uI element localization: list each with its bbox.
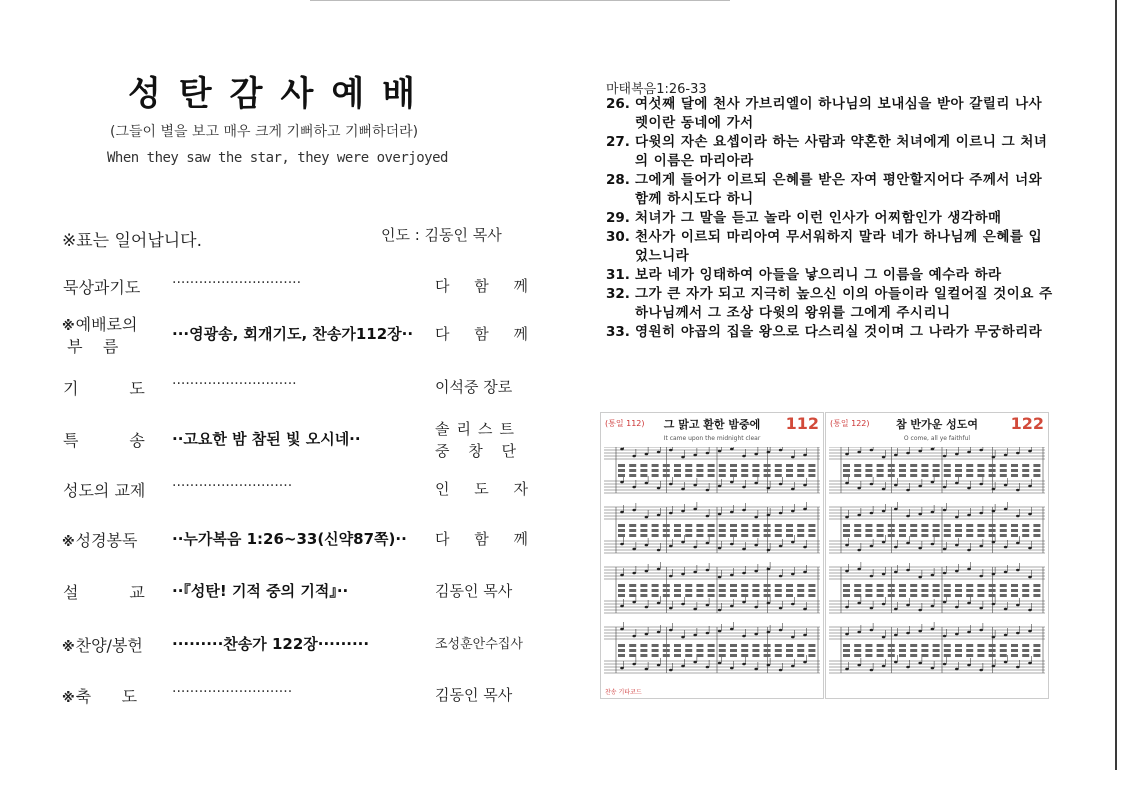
- music-system: [829, 502, 1045, 553]
- verse-item: [606, 171, 1054, 209]
- verse-number: 28.: [606, 172, 630, 188]
- order-row: [62, 368, 532, 408]
- hymn-tag: (통일 122): [830, 419, 870, 428]
- order-name: [62, 275, 140, 298]
- order-detail: ···························: [172, 684, 293, 700]
- hymn-english-title: O come, all ye faithful: [903, 435, 971, 442]
- hymn-english-title: It came upon the midnight clear: [663, 435, 761, 442]
- order-row: [62, 315, 539, 356]
- verse-text: 영원히 야곱의 집을 왕으로 다스리실 것이며 그 나라가 무궁하리라: [635, 324, 1043, 340]
- music-system: [604, 447, 820, 493]
- verse-item: [606, 95, 1054, 133]
- order-leader: 김동인 목사: [435, 582, 513, 600]
- hymn-title: 그 맑고 환한 밤중에: [663, 418, 761, 431]
- order-name-text: 특 송: [63, 431, 145, 450]
- verse-text: 다윗의 자손 요셉이라 하는 사람과 약혼한 처녀에게 이르니 그 처녀의 이름은 마리아라: [635, 134, 1048, 169]
- hymn-sheet-122: [825, 412, 1049, 699]
- verse-text: 여섯째 달에 천사 가브리엘이 하나님의 보내심을 받아 갈릴리 나사렛이란 동네에 가서: [635, 96, 1043, 131]
- stand-note: ※표는 일어납니다.: [62, 231, 203, 251]
- hymn-title: 참 반가운 성도여: [895, 418, 979, 431]
- order-detail: ··『성탄! 기적 중의 기적』··: [172, 582, 349, 600]
- page-title: 성탄감사예배: [127, 74, 434, 114]
- verse-list: [606, 95, 1054, 342]
- order-row: [62, 625, 532, 665]
- verse-item: [606, 266, 1054, 285]
- hymn-header: [605, 416, 819, 436]
- verse-number: 33.: [606, 324, 630, 340]
- order-name-text: 축 도: [75, 687, 138, 706]
- right-edge-line: [1115, 0, 1117, 770]
- verse-number: 26.: [606, 96, 630, 112]
- scripture-reference: 마태복음1:26-33: [606, 82, 707, 97]
- order-leader: 김동인 목사: [435, 686, 513, 704]
- order-leader: 인 도 자: [435, 480, 539, 498]
- order-name-text: 성도의 교제: [63, 481, 146, 500]
- order-name: [62, 428, 145, 451]
- order-name-text: 찬양/봉헌: [75, 636, 143, 655]
- verse-text: 그가 큰 자가 되고 지극히 높으신 이의 아들이라 일컬어질 것이요 주 하나님께서 그 조상 다윗의 왕위를 그에게 주시리니: [635, 286, 1053, 321]
- order-row: [62, 676, 532, 716]
- order-name: [62, 315, 137, 357]
- order-name-text: 묵상과기도: [63, 278, 141, 297]
- subtitle-korean: (그들이 별을 보고 매우 크게 기뻐하고 기뻐하더라): [110, 124, 419, 140]
- stand-mark: ※: [62, 319, 75, 334]
- order-row: [62, 520, 539, 560]
- music-system: [829, 562, 1045, 613]
- subtitle-english: When they saw the star, they were overjoyed: [107, 150, 448, 166]
- order-name-text: 설 교: [63, 583, 145, 602]
- order-leader: 다 함 께: [435, 325, 539, 343]
- music-staff-graphic: [604, 447, 820, 687]
- music-system: [604, 562, 820, 613]
- hymn-number: 112: [785, 414, 819, 433]
- order-detail: ·········찬송가 122장·········: [172, 635, 370, 653]
- order-leader: 다 함 께: [435, 530, 539, 548]
- verse-number: 30.: [606, 229, 630, 245]
- verse-text: 천사가 이르되 마리아여 무서워하지 말라 네가 하나님께 은혜를 입었느니라: [635, 229, 1043, 264]
- hymn-sheet-112: [600, 412, 824, 699]
- top-edge-line: [310, 0, 730, 1]
- verse-number: 31.: [606, 267, 630, 283]
- hymn-number: 122: [1010, 414, 1044, 433]
- order-name-text: 성경봉독: [75, 531, 138, 550]
- verse-text: 보라 네가 잉태하여 아들을 낳으리니 그 이름을 예수라 하라: [635, 267, 1002, 283]
- order-leader: 이석중 장로: [435, 378, 513, 396]
- order-leader: 다 함 께: [435, 277, 539, 295]
- order-name: [62, 376, 145, 399]
- verse-number: 27.: [606, 134, 630, 150]
- order-detail: ····························: [172, 376, 297, 392]
- music-system: [829, 447, 1045, 493]
- hymn-tag: (통일 112): [605, 419, 645, 428]
- order-row: [62, 267, 539, 307]
- order-name: [62, 633, 143, 656]
- order-detail: ···························: [172, 478, 293, 494]
- stand-mark: ※: [62, 535, 75, 550]
- verse-item: [606, 133, 1054, 171]
- order-row: [62, 470, 539, 510]
- music-system: [604, 502, 820, 553]
- order-name: [62, 478, 145, 501]
- stand-mark: ※: [62, 691, 75, 706]
- verse-item: [606, 285, 1054, 323]
- worship-leader: 인도 : 김동인 목사: [381, 226, 502, 244]
- verse-item: [606, 323, 1054, 342]
- order-name-text: 예배로의 부 름: [67, 315, 138, 356]
- music-staff-graphic: [829, 447, 1045, 687]
- verse-text: 그에게 들어가 이르되 은혜를 받은 자여 평안할지어다 주께서 너와 함께 하시도다 하니: [635, 172, 1043, 207]
- order-name: [62, 580, 145, 603]
- hymn-footer: 찬송 기타코드: [605, 689, 642, 696]
- order-row: [62, 572, 532, 612]
- order-leader: 조성훈안수집사: [435, 637, 523, 652]
- verse-item: [606, 209, 1054, 228]
- hymn-header: [830, 416, 1044, 436]
- verse-text: 처녀가 그 말을 듣고 놀라 이런 인사가 어찌함인가 생각하매: [635, 210, 1002, 226]
- verse-item: [606, 228, 1054, 266]
- music-system: [829, 622, 1045, 673]
- order-detail: ···영광송, 회개기도, 찬송가112장··: [172, 325, 414, 343]
- order-name-text: 기 도: [63, 379, 145, 398]
- stand-mark: ※: [62, 640, 75, 655]
- order-detail: ·····························: [172, 275, 302, 291]
- order-leader: 솔리스트 중 창 단: [435, 420, 524, 460]
- order-detail: ··누가복음 1:26~33(신약87쪽)··: [172, 530, 407, 548]
- order-detail: ··고요한 밤 참된 빛 오시네··: [172, 430, 361, 448]
- order-row: [62, 420, 532, 460]
- verse-number: 29.: [606, 210, 630, 226]
- order-name: [62, 528, 137, 551]
- order-name: [62, 684, 137, 707]
- verse-number: 32.: [606, 286, 630, 302]
- music-system: [604, 622, 820, 673]
